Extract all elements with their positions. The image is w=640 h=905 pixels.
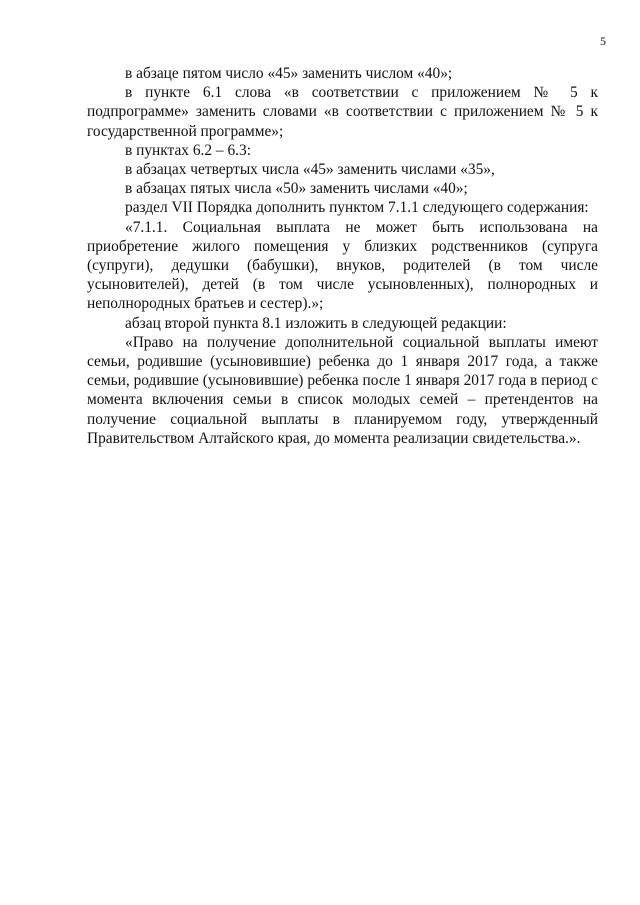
paragraph-pravo-na-poluchenie: «Право на получение дополнительной социальной выплаты имеют семьи, родившие (усыновившие) ребенка до 1 января 2017 года, а также семьи, родившие (усыновившие) ребенка после 1 января 2017 года в период с момента включения семьи в список молодых семей – претендентов на получение социальной выплаты в планируемом году, утвержденный Правительством Алтайского края, до момента реализации свидетельства.». [87,333,598,447]
paragraph-punkty-6-2-6-3: в пунктах 6.2 – 6.3: [125,141,251,159]
paragraph-punkt-6-1: в пункте 6.1 слова «в соответствии с приложением № 5 к подпрограмме» заменить словами «в соответствии с приложением № 5 к государственной программе»; [87,84,598,140]
paragraph-razdel-vii: раздел VII Порядка дополнить пунктом 7.1.1 следующего содержания: [125,199,589,217]
document-body [87,64,598,448]
paragraph-abzac-vtoroy-8-1: абзац второй пункта 8.1 изложить в следующей редакции: [125,314,507,332]
paragraph-abzac-pyatom: в абзаце пятом число «45» заменить числом «40»; [125,65,453,82]
paragraph-abzacy-chetvertye: в абзацах четвертых числа «45» заменить числами «35», [125,161,495,179]
page-number: 5 [600,34,606,48]
paragraph-punkt-7-1-1: «7.1.1. Социальная выплата не может быть использована на приобретение жилого помещения у близких родственников (супруга (супруги), дедушки (бабушки), внуков, родителей (в том числе усыновителей), детей (в том числе усыновленных), полнородных и неполнородных братьев и сестер).»; [87,218,598,313]
paragraph-abzacy-pyatye: в абзацах пятых числа «50» заменить числами «40»; [125,180,468,198]
